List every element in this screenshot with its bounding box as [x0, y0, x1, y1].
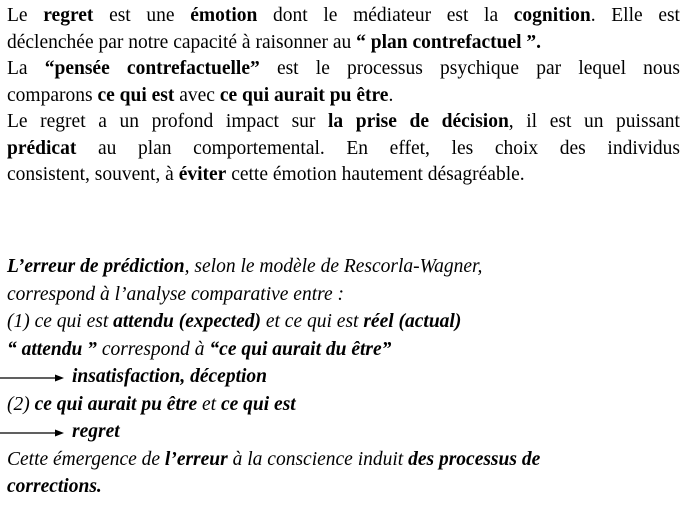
text-line: La “pensée contrefactuelle” est le processus psychique par lequel nous	[7, 58, 680, 79]
text-line: Le regret a un profond impact sur la prise de décision, il est un puissant	[7, 111, 680, 132]
text-line: Cette émergence de l’erreur à la conscience induit des processus de	[7, 448, 541, 470]
right-arrow-icon	[0, 427, 64, 439]
prediction-error-paragraph	[7, 253, 680, 501]
text-line: insatisfaction, déception	[7, 363, 680, 391]
text-line: comparons ce qui est avec ce qui aurait pu être.	[7, 84, 394, 106]
text-line: prédicat au plan comportemental. En effet, les choix des individus	[7, 137, 680, 159]
text-line: (1) ce qui est attendu (expected) et ce qui est réel (actual)	[7, 311, 462, 332]
text-line: corrections.	[7, 476, 102, 497]
regret-paragraph	[7, 3, 680, 189]
right-arrow-icon	[0, 372, 64, 384]
text-line: consistent, souvent, à éviter cette émotion hautement désagréable.	[7, 164, 525, 185]
text-line: déclenchée par notre capacité à raisonner au “ plan contrefactuel ”.	[7, 31, 542, 53]
text-line: L’erreur de prédiction, selon le modèle de Rescorla-Wagner,	[7, 256, 483, 277]
text-line: “ attendu ” correspond à “ce qui aurait du être”	[7, 338, 392, 360]
text-line: correspond à l’analyse comparative entre :	[7, 283, 345, 305]
text-line: (2) ce qui aurait pu être et ce qui est	[7, 393, 296, 415]
text-line: Le regret est une émotion dont le médiateur est la cognition. Elle est	[7, 5, 680, 26]
text-line: regret	[7, 418, 680, 446]
